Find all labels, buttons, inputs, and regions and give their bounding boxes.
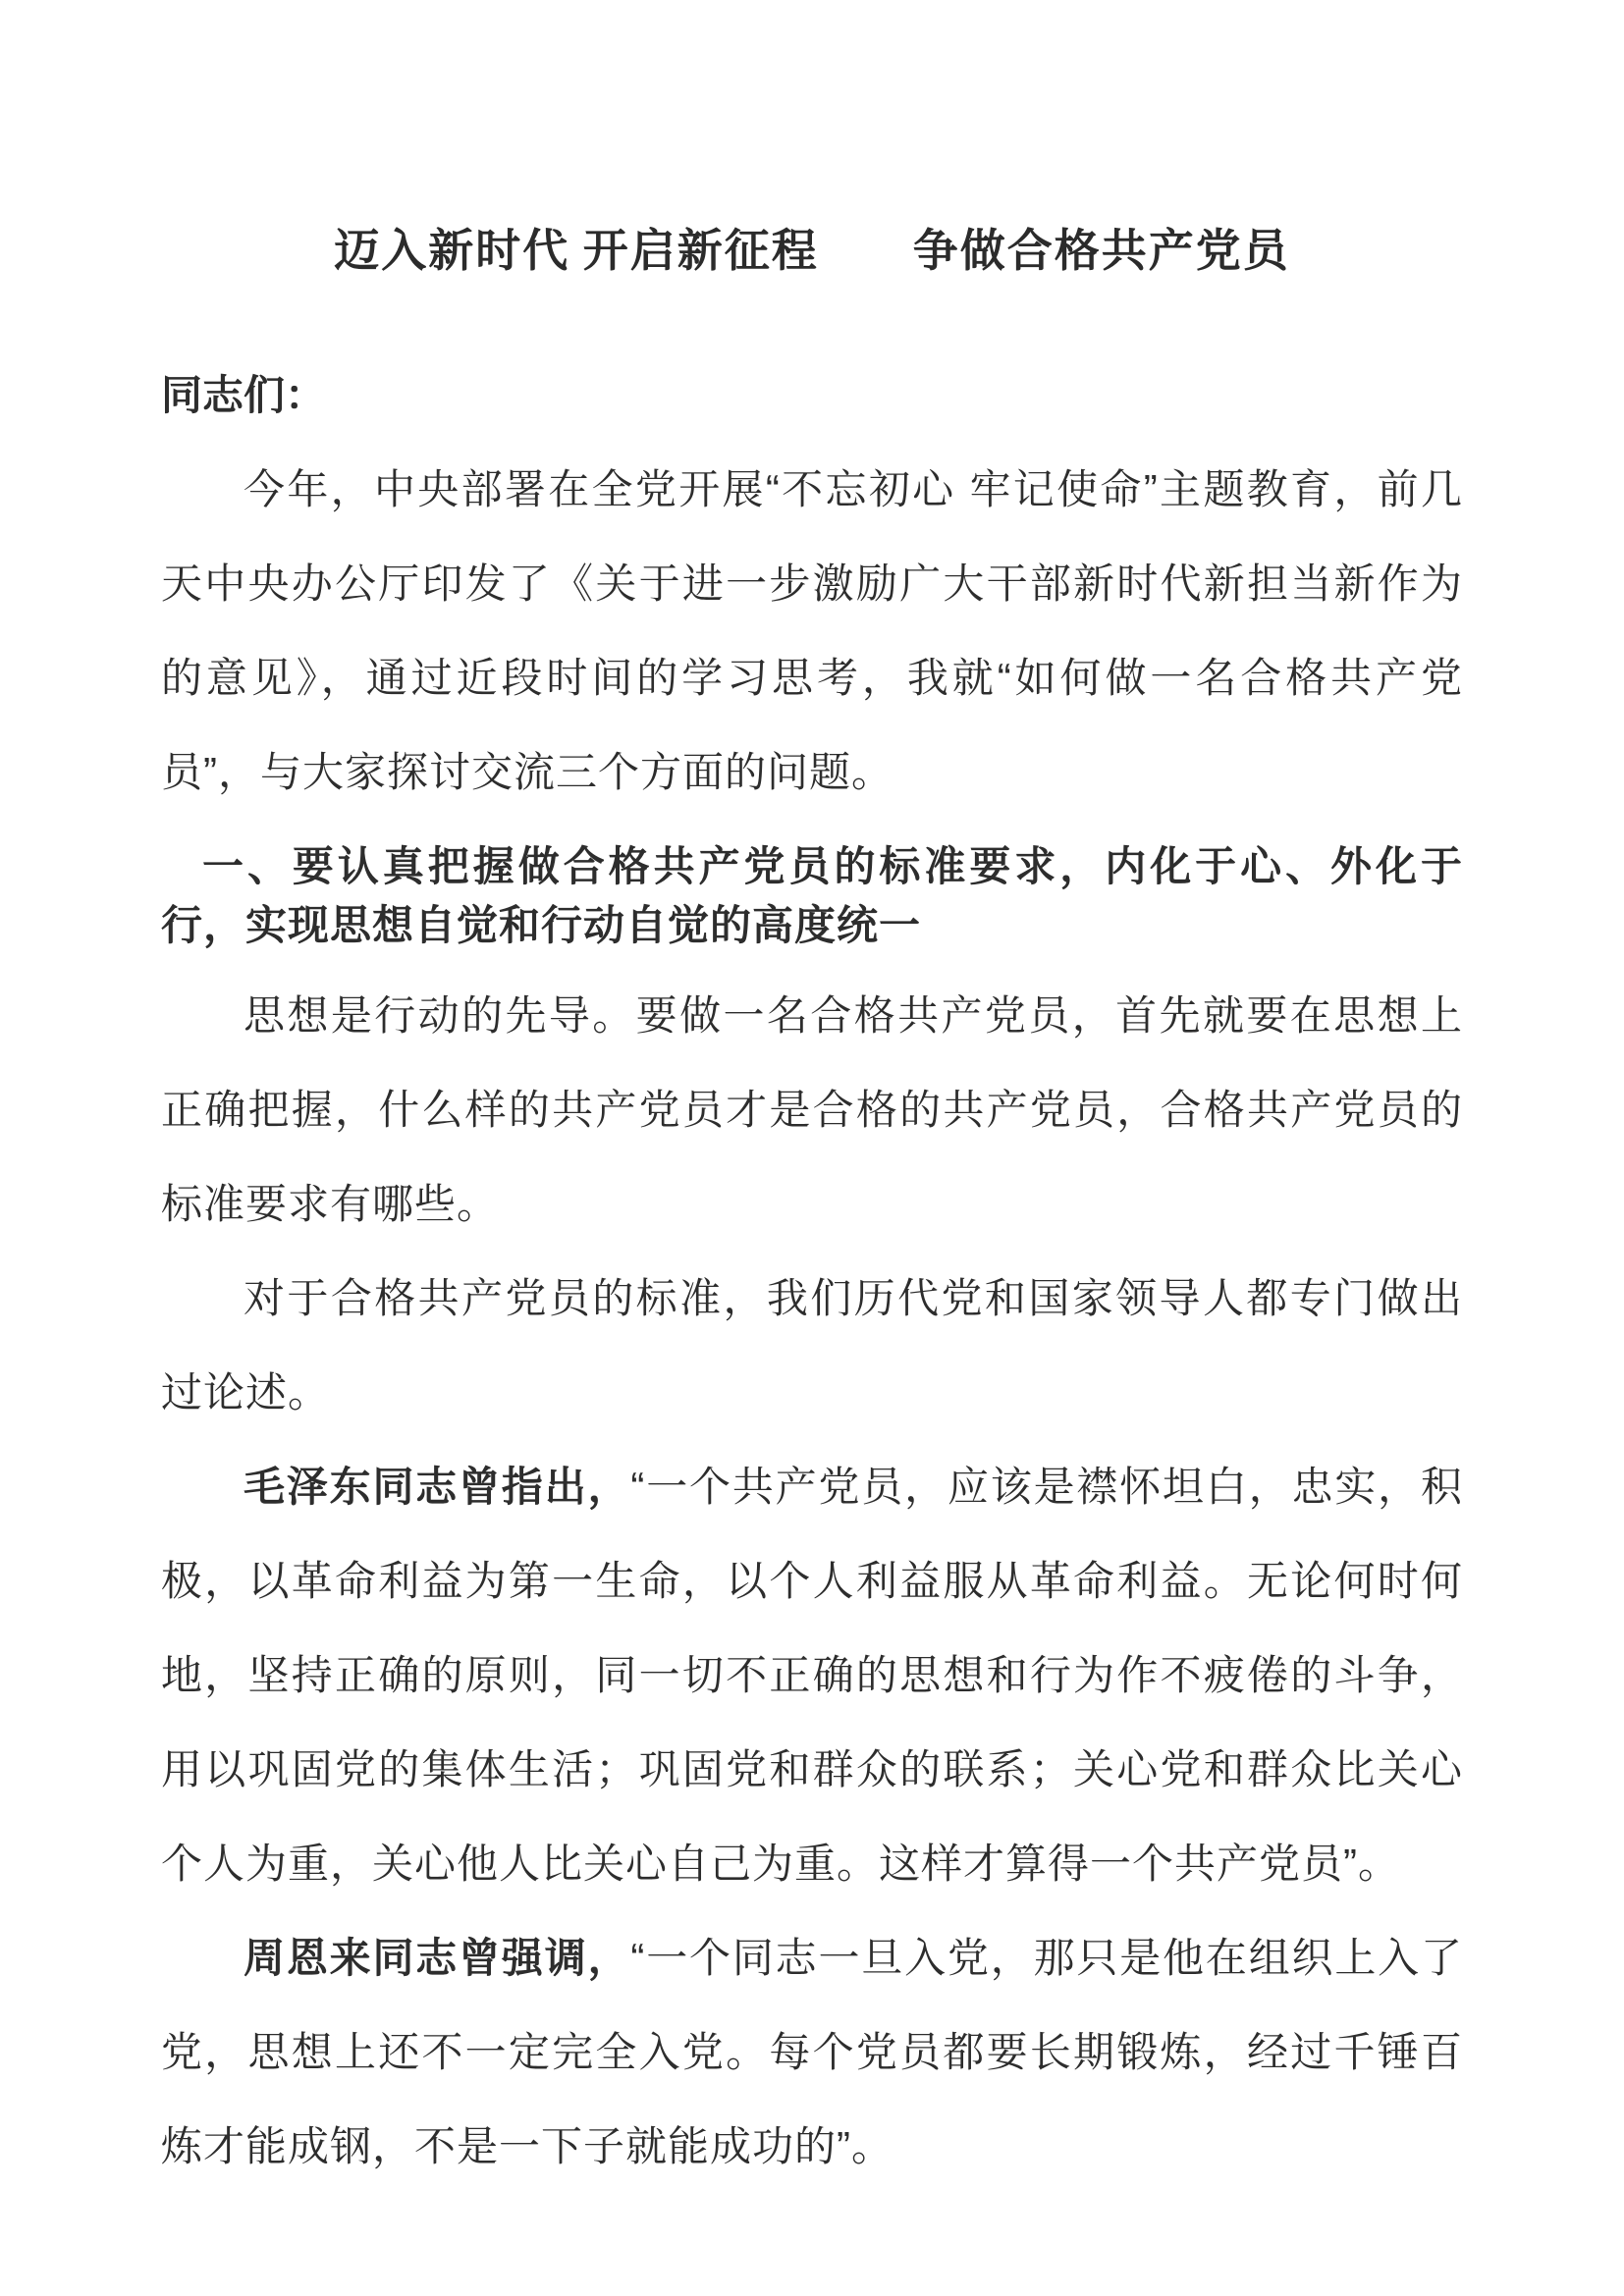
paragraph-zhou-quote [161, 1911, 1463, 2194]
mao-quote-lead: 毛泽东同志曾指出， [244, 1464, 631, 1511]
zhou-quote-text: “一个同志一旦入党，那只是他在组织上入了党，思想上还不一定完全入党。每个党员都要长期锻炼，经过千锤百炼才能成钢，不是一下子就能成功的”。 [161, 1935, 1463, 2170]
paragraph-leaders: 对于合格共产党员的标准，我们历代党和国家领导人都专门做出过论述。 [161, 1275, 1463, 1416]
paragraph-intro: 今年，中央部署在全党开展“不忘初心 牢记使命”主题教育，前几天中央办公厅印发了《关于进一步激励广大干部新时代新担当新作为的意见》，通过近段时间的学习思考，我就“如何做一名合格共产党员”，与大家探讨交流三个方面的问题。 [161, 466, 1463, 796]
mao-quote-text: “一个共产党员，应该是襟怀坦白，忠实，积极，以革命利益为第一生命，以个人利益服从革命利益。无论何时何地，坚持正确的原则，同一切不正确的思想和行为作不疲倦的斗争，用以巩固党的集体生活；巩固党和群众的联系；关心党和群众比关心个人为重，关心他人比关心自己为重。这样才算得一个共产党员”。 [161, 1464, 1463, 1888]
paragraph-thought: 思想是行动的先导。要做一名合格共产党员，首先就要在思想上正确把握，什么样的共产党员才是合格的共产党员，合格共产党员的标准要求有哪些。 [161, 992, 1463, 1228]
section-heading-1: 一、要认真把握做合格共产党员的标准要求，内化于心、外化于行，实现思想自觉和行动自觉的高度统一 [161, 843, 1463, 949]
paragraph-mao-quote [161, 1440, 1463, 1911]
zhou-quote-lead: 周恩来同志曾强调， [244, 1935, 631, 1982]
document-title: 迈入新时代 开启新征程 争做合格共产党员 [334, 226, 1290, 276]
salutation-line: 同志们： [161, 372, 327, 419]
